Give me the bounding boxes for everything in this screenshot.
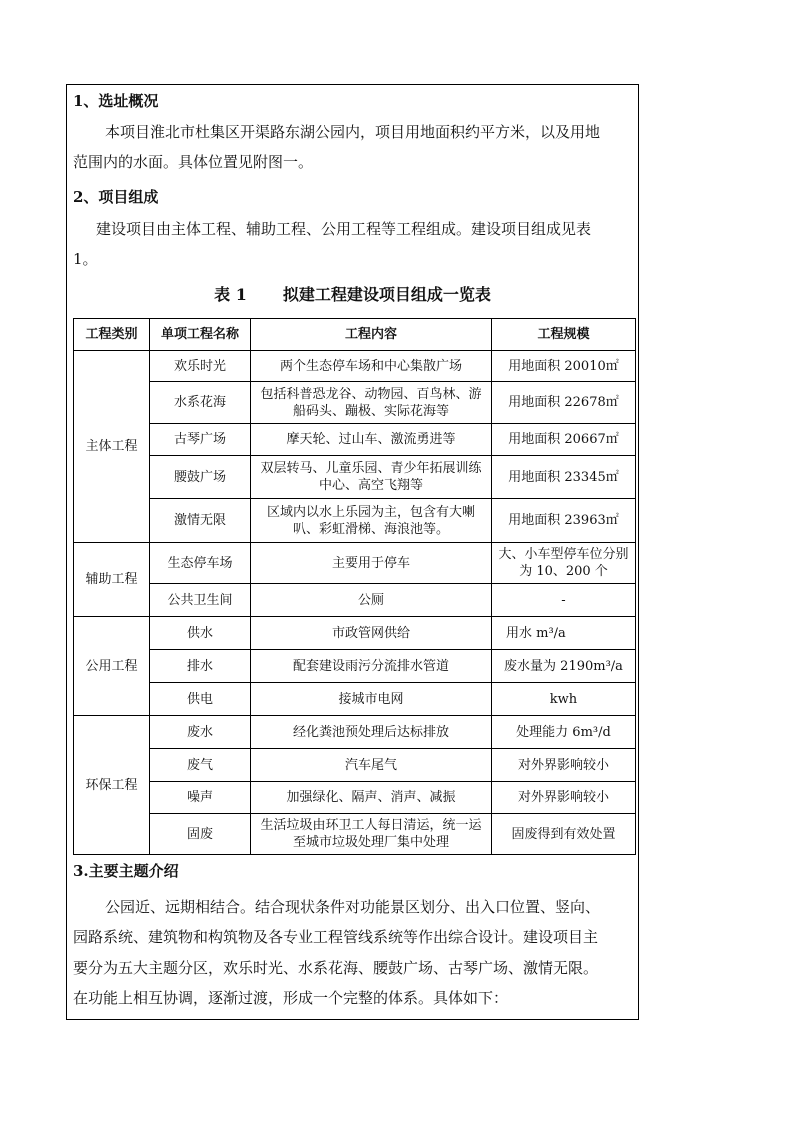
content-cell: 市政管网供给 xyxy=(251,617,492,650)
content-cell: 经化粪池预处理后达标排放 xyxy=(251,716,492,749)
name-cell: 水系花海 xyxy=(150,382,251,424)
section3-line-1: 公园近、远期相结合。结合现状条件对功能景区划分、出入口位置、竖向、 xyxy=(105,898,601,916)
section3-heading: 3.主要主题介绍 xyxy=(73,862,179,880)
scale-cell: 处理能力 6m³/d xyxy=(492,716,636,749)
table-row xyxy=(74,814,636,855)
section1-line-1: 本项目淮北市杜集区开渠路东湖公园内，项目用地面积约平方米，以及用地 xyxy=(105,123,601,141)
section2-heading: 2、项目组成 xyxy=(73,188,159,206)
category-cell: 环保工程 xyxy=(74,716,150,855)
category-cell: 公用工程 xyxy=(74,617,150,716)
scale-cell: 用地面积 23345㎡ xyxy=(492,456,636,499)
scale-cell: 用地面积 23963㎡ xyxy=(492,499,636,543)
name-cell: 固废 xyxy=(150,814,251,855)
table-row xyxy=(74,749,636,782)
header-name: 单项工程名称 xyxy=(150,319,251,351)
content-cell: 生活垃圾由环卫工人每日清运，统一运至城市垃圾处理厂集中处理 xyxy=(251,814,492,855)
table-row xyxy=(74,683,636,716)
scale-cell: 用地面积 20010㎡ xyxy=(492,351,636,382)
section2-line-2: 1。 xyxy=(73,250,98,268)
table-row xyxy=(74,543,636,584)
name-cell: 激情无限 xyxy=(150,499,251,543)
name-cell: 供水 xyxy=(150,617,251,650)
table-row xyxy=(74,782,636,814)
name-cell: 公共卫生间 xyxy=(150,584,251,617)
table-caption-number: 表 1 xyxy=(214,285,247,304)
scale-cell: kwh xyxy=(492,683,636,716)
section3-line-4: 在功能上相互协调，逐渐过渡，形成一个完整的体系。具体如下： xyxy=(73,989,509,1007)
table-caption xyxy=(67,284,638,306)
table-row xyxy=(74,650,636,683)
scale-cell: 用地面积 22678㎡ xyxy=(492,382,636,424)
table-header-row xyxy=(74,319,636,351)
header-scale: 工程规模 xyxy=(492,319,636,351)
header-content: 工程内容 xyxy=(251,319,492,351)
name-cell: 古琴广场 xyxy=(150,424,251,456)
content-cell: 配套建设雨污分流排水管道 xyxy=(251,650,492,683)
name-cell: 噪声 xyxy=(150,782,251,814)
scale-cell: 用水 m³/a xyxy=(492,617,636,650)
section1-line-2: 范围内的水面。具体位置见附图一。 xyxy=(73,153,314,171)
scale-cell: - xyxy=(492,584,636,617)
table-row xyxy=(74,584,636,617)
scale-cell: 用地面积 20667㎡ xyxy=(492,424,636,456)
scale-cell: 大、小车型停车位分别为 10、200 个 xyxy=(492,543,636,584)
name-cell: 腰鼓广场 xyxy=(150,456,251,499)
name-cell: 排水 xyxy=(150,650,251,683)
name-cell: 供电 xyxy=(150,683,251,716)
content-cell: 接城市电网 xyxy=(251,683,492,716)
scale-cell: 对外界影响较小 xyxy=(492,749,636,782)
content-cell: 区域内以水上乐园为主，包含有大喇叭、彩虹滑梯、海浪池等。 xyxy=(251,499,492,543)
content-cell: 公厕 xyxy=(251,584,492,617)
content-cell: 主要用于停车 xyxy=(251,543,492,584)
table-row xyxy=(74,351,636,382)
content-cell: 双层转马、儿童乐园、青少年拓展训练中心、高空飞翔等 xyxy=(251,456,492,499)
category-cell: 辅助工程 xyxy=(74,543,150,617)
scale-cell: 废水量为 2190m³/a xyxy=(492,650,636,683)
name-cell: 废气 xyxy=(150,749,251,782)
table-row xyxy=(74,456,636,499)
scale-cell: 对外界影响较小 xyxy=(492,782,636,814)
table-row xyxy=(74,716,636,749)
content-cell: 加强绿化、隔声、消声、减振 xyxy=(251,782,492,814)
document-frame xyxy=(66,84,639,1020)
content-cell: 包括科普恐龙谷、动物园、百鸟林、游船码头、蹦极、实际花海等 xyxy=(251,382,492,424)
header-category: 工程类别 xyxy=(74,319,150,351)
table-row xyxy=(74,617,636,650)
content-cell: 两个生态停车场和中心集散广场 xyxy=(251,351,492,382)
name-cell: 废水 xyxy=(150,716,251,749)
table-row xyxy=(74,499,636,543)
name-cell: 生态停车场 xyxy=(150,543,251,584)
content-cell: 汽车尾气 xyxy=(251,749,492,782)
name-cell: 欢乐时光 xyxy=(150,351,251,382)
section3-line-2: 园路系统、建筑物和构筑物及各专业工程管线系统等作出综合设计。建设项目主 xyxy=(73,928,599,946)
section2-line-1: 建设项目由主体工程、辅助工程、公用工程等工程组成。建设项目组成见表 xyxy=(96,220,592,238)
table-caption-title: 拟建工程建设项目组成一览表 xyxy=(282,285,491,304)
section1-heading: 1、选址概况 xyxy=(73,92,159,110)
table-row xyxy=(74,424,636,456)
section3-line-3: 要分为五大主题分区，欢乐时光、水系花海、腰鼓广场、古琴广场、激情无限。 xyxy=(73,959,599,977)
project-composition-table xyxy=(73,318,636,855)
scale-cell: 固废得到有效处置 xyxy=(492,814,636,855)
category-cell: 主体工程 xyxy=(74,351,150,543)
content-cell: 摩天轮、过山车、激流勇进等 xyxy=(251,424,492,456)
table-row xyxy=(74,382,636,424)
